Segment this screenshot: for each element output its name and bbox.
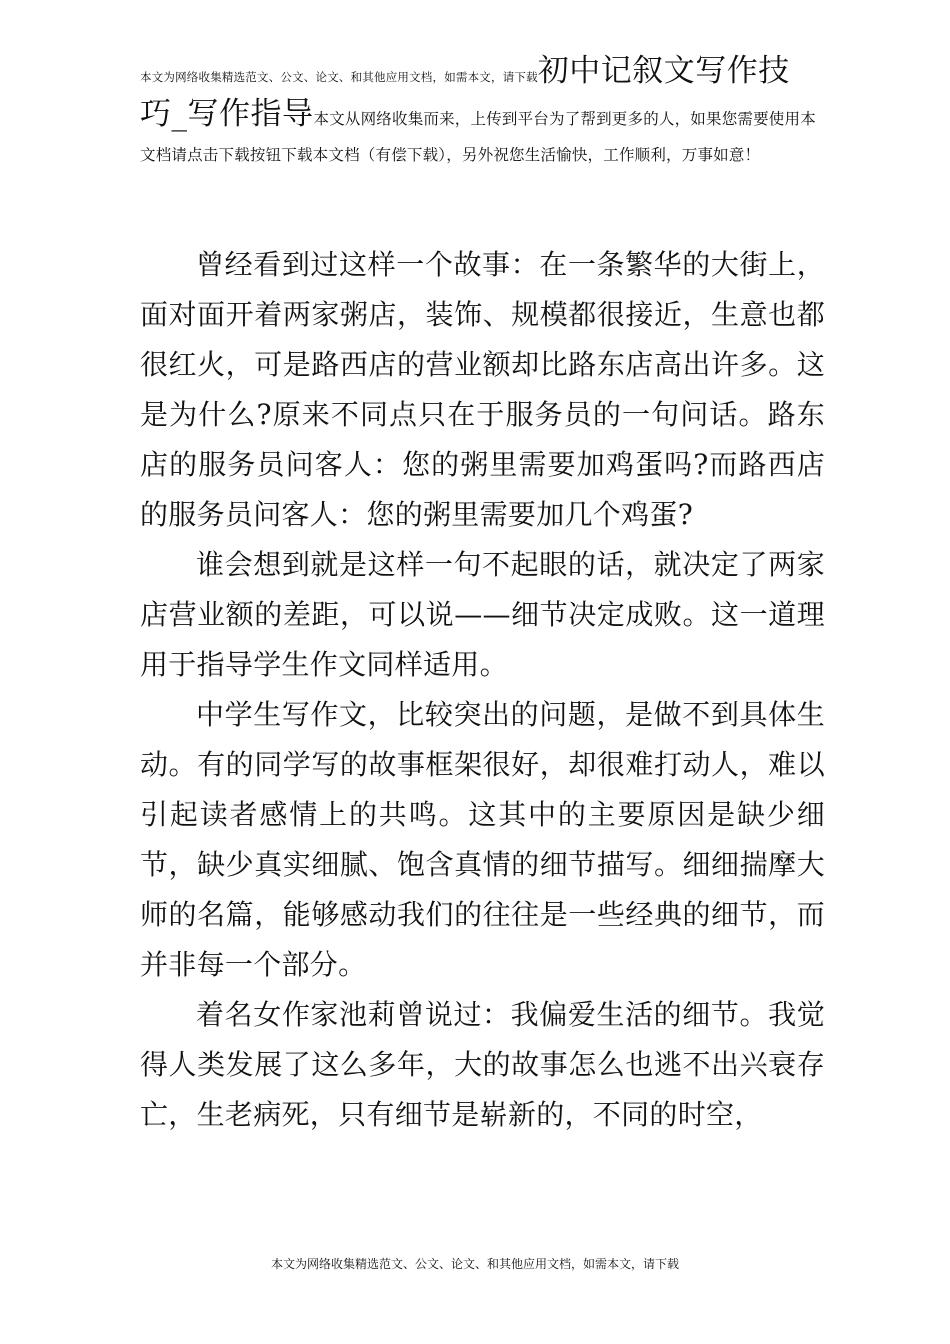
header-download-notice: 本文为网络收集精选范文、公文、论文、和其他应用文档，如需本文，请下载 bbox=[140, 70, 538, 84]
paragraph-1: 曾经看到过这样一个故事：在一条繁华的大街上，面对面开着两家粥店，装饰、规模都很接近，生意也都很红火，可是路西店的营业额却比路东店高出许多。这是为什么?原来不同点只在于服务员的一句问话。路东店的服务员问客人：您的粥里需要加鸡蛋吗?而路西店的服务员问客人：您的粥里需要加几个鸡蛋? bbox=[140, 248, 825, 531]
document-title: 初中记叙文写作技巧_写作指导 bbox=[140, 53, 790, 132]
footer-download-notice: 本文为网络收集精选范文、公文、论文、和其他应用文档，如需本文，请下载 bbox=[270, 1257, 679, 1271]
article-body bbox=[140, 240, 825, 1140]
paragraph-2: 谁会想到就是这样一句不起眼的话，就决定了两家店营业额的差距，可以说——细节决定成败。这一道理用于指导学生作文同样适用。 bbox=[140, 548, 825, 681]
paragraph-4: 着名女作家池莉曾说过：我偏爱生活的细节。我觉得人类发展了这么多年，大的故事怎么也逃不出兴衰存亡，生老病死，只有细节是崭新的，不同的时空， bbox=[140, 998, 825, 1131]
page-footer bbox=[0, 1256, 950, 1272]
header-source-notice: 本文从网络收集而来，上传到平台为了帮到更多的人，如果您需要使用本文档请点击下载按钮下载本文档（有偿下载），另外祝您生活愉快，工作顺利，万事如意！ bbox=[140, 110, 816, 164]
paragraph-3: 中学生写作文，比较突出的问题，是做不到具体生动。有的同学写的故事框架很好，却很难打动人，难以引起读者感情上的共鸣。这其中的主要原因是缺少细节，缺少真实细腻、饱含真情的细节描写。细细揣摩大师的名篇，能够感动我们的往往是一些经典的细节，而并非每一个部分。 bbox=[140, 698, 825, 981]
document-header bbox=[140, 52, 820, 173]
